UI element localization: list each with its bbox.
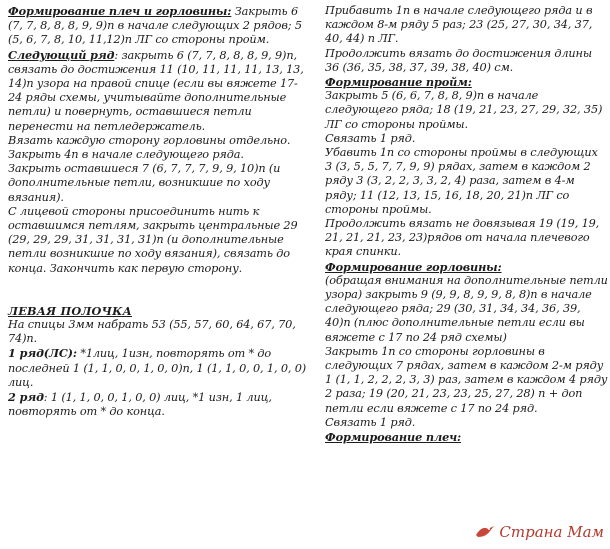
neckline-heading: Формирование горловины: — [325, 259, 502, 274]
strana-mam-logo — [474, 523, 604, 541]
left-column — [8, 4, 308, 419]
decrease-paragraph: Убавить 1п со стороны проймы в следующих 3 (3, 5, 5, 7, 7, 9, 9) рядах, затем в каждом 2 ряду 3 (3, 2, 2, 3, 3, 2, 4) раза, затем в 4-м ряду; 11 (12, 13, 15, 16, 18, 20, 21)п ЛГ со стороны проймы. — [325, 146, 598, 216]
next-row-paragraph — [8, 48, 308, 134]
row-2-text: : 1 (1, 1, 0, 0, 1, 0, 0) лиц, *1 изн, 1 лиц, повторять от * до конца. — [8, 391, 272, 419]
continue-length-paragraph: Продолжить вязать до достижения длины 36 (36, 35, 38, 37, 39, 38, 40) см. — [325, 46, 592, 74]
close-remaining-paragraph: Закрыть оставшиеся 7 (6, 7, 7, 7, 9, 9, 10)п (и дополнительные петли, возникшие по ходу вязания). — [8, 162, 281, 204]
next-row-heading: Следующий ряд — [8, 47, 115, 62]
row-2-paragraph — [8, 390, 308, 419]
shoulder-neck-paragraph — [8, 4, 308, 48]
row-1-text: *1лиц, 1изн, повторять от * до последней 1 (1, 1, 0, 0, 1, 0, 0)п, 1 (1, 1, 0, 0, 1, 0, 0) лиц. — [8, 347, 307, 389]
knit-1-row-paragraph: Связать 1 ряд. — [325, 131, 416, 145]
left-front-title: ЛЕВАЯ ПОЛОЧКА — [8, 303, 132, 318]
logo-text: Страна Мам — [499, 523, 604, 541]
close-4-paragraph: Закрыть 4п в начале следующего ряда. — [8, 148, 244, 162]
neckline-decrease-paragraph: Закрыть 1п со стороны горловины в следующих 7 рядах, затем в каждом 2-м ряду 1 (1, 1, 2, 2, 2, 3, 3) раз, затем в каждом 4 ряду 2 раза; 19 (20, 21, 23, 23, 25, 27, 28) п + доп петли если вяжете с 17 по 24 ряд. — [325, 344, 608, 415]
armhole-close-paragraph: Закрыть 5 (6, 6, 7, 8, 8, 9)п в начале следующего ряда; 18 (19, 21, 23, 27, 29, 32, 35) ЛГ со стороны проймы. — [325, 89, 603, 131]
cast-on-paragraph: На спицы 3мм набрать 53 (55, 57, 60, 64, 67, 70, 74)п. — [8, 318, 296, 346]
next-row-text: : закрыть 6 (7, 7, 8, 8, 8, 9, 9)п, связать до достижения 11 (10, 11, 11, 11, 13, 13, 14)п узора на правой спице (если вы вяжете 17-24 ряды схемы, учитывайте дополнительные петли) и повернуть, оставшиеся петли перенести на петледержатель. — [8, 48, 304, 133]
shoulders-heading: Формирование плеч: — [325, 430, 462, 445]
each-side-paragraph: Вязать каждую сторону горловины отдельно. — [8, 133, 291, 147]
join-yarn-paragraph: С лицевой стороны присоединить нить к оставшимся петлям, закрыть центральные 29 (29, 29, 29, 31, 31, 31, 31)п (и дополнительные петли возникшие по ходу вязания), связать до конца. Закончить как первую сторону. — [8, 204, 298, 275]
right-column — [325, 4, 608, 444]
shoulder-neck-text: Закрыть 6 (7, 7, 8, 8, 8, 9, 9)п в начале следующих 2 рядов; 5 (5, 6, 7, 8, 10, 11,12)п ЛГ со стороны пройм. — [8, 5, 302, 47]
increase-paragraph: Прибавить 1п в начале следующего ряда и в каждом 8-м ряду 5 раз; 23 (25, 27, 30, 34, 37, 40, 44) п ЛГ. — [325, 4, 593, 46]
continue-rows-paragraph: Продолжить вязать не довязывая 19 (19, 19, 21, 21, 21, 23, 23)рядов от начала плечевого края спинки. — [325, 217, 600, 259]
stork-icon — [474, 523, 496, 541]
shoulder-neck-heading: Формирование плеч и горловины: — [8, 4, 232, 18]
row-1-heading: 1 ряд(ЛС): — [8, 346, 77, 361]
neckline-close-paragraph: (обращая внимания на дополнительные петли узора) закрыть 9 (9, 9, 8, 9, 9, 8, 8)п в начале следующего ряда; 29 (30, 31, 34, 34, 36, 39, 40)п (плюс дополнительные петли если вы вяжете с 17 по 24 ряд схемы) — [325, 273, 608, 344]
knit-1-row-2-paragraph: Связать 1 ряд. — [325, 415, 416, 429]
armhole-heading: Формирование пройм: — [325, 75, 472, 90]
row-2-heading: 2 ряд — [8, 390, 44, 405]
row-1-paragraph — [8, 346, 308, 390]
